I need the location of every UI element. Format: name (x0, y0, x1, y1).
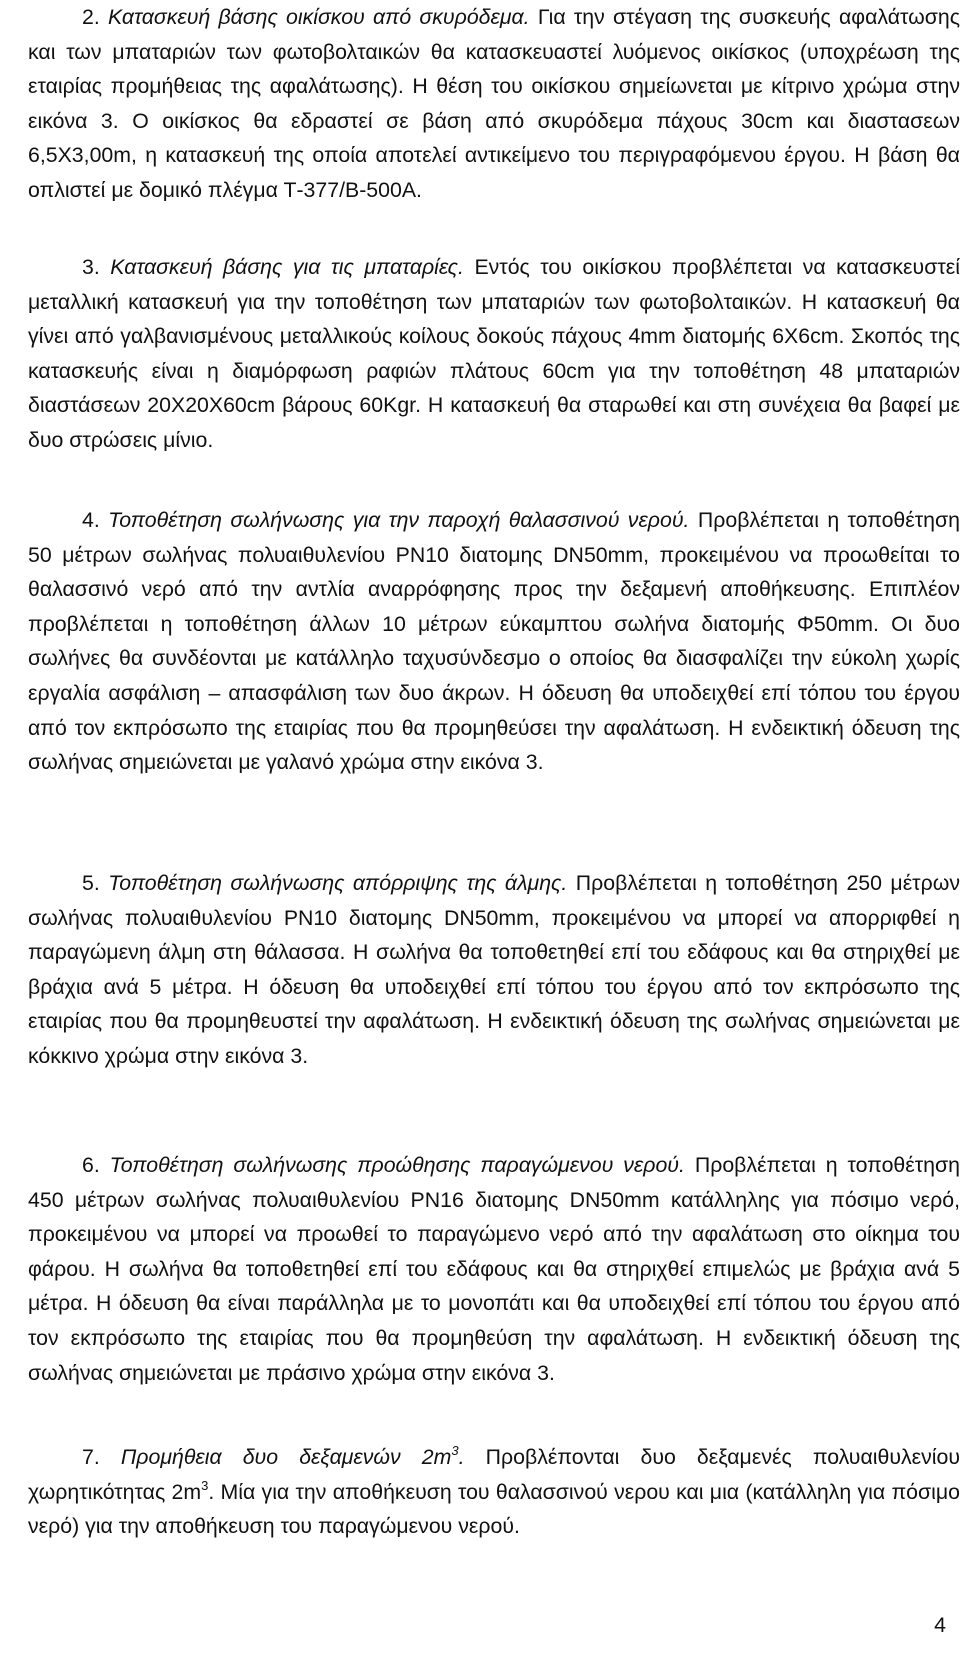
paragraph-5 (28, 866, 960, 1074)
paragraph-number: 7. (82, 1445, 100, 1469)
paragraph-body: Εντός του οικίσκου προβλέπεται να κατασκευστεί μεταλλική κατασκευή για την τοποθέτηση των μπαταριών των φωτοβολταικών. Η κατασκευή θα γίνει από γαλβανισμένους μεταλλικούς κοίλους δοκούς πάχους 4mm διατομής 6Χ6cm. Σκοπός της κατασκευής είναι η διαμόρφωση ραφιών πλάτους 60cm για την τοποθέτηση 48 μπαταριών διαστάσεων 20Χ20Χ60cm βάρους 60Kgr. Η κατασκευή θα σταρωθεί και στη συνέχεια θα βαφεί με δυο στρώσεις μίνιο. (28, 255, 960, 452)
title-text: Προμήθεια δυο δεξαμενών 2m (120, 1445, 452, 1469)
paragraph-body: Για την στέγαση της συσκευής αφαλάτωσης και των μπαταριών των φωτοβολταικών θα κατασκευαστεί λυόμενος οικίσκος (υποχρέωση της εταιρίας προμήθειας της αφαλάτωσης). Η θέση του οικίσκου σημείωνεται με κίτρινο χρώμα στην εικόνα 3. Ο οικίσκος θα εδραστεί σε βάση από σκυρόδεμα πάχους 30cm και διαστασεων 6,5Χ3,00m, η κατασκευή της οποία αποτελεί αντικείμενο του περιγραφόμενου έργου. Η βάση θα οπλιστεί με δομικό πλέγμα Τ-377/Β-500Α. (28, 5, 960, 202)
paragraph-title: Τοποθέτηση σωλήνωσης για την παροχή θαλασσινού νερού. (108, 508, 690, 532)
paragraph-number: 2. (82, 5, 100, 29)
paragraph-body: Προβλέπεται η τοποθέτηση 450 μέτρων σωλήνας πολυαιθυλενίου ΡΝ16 διατομης DN50mm κατάλληλης για πόσιμο νερό, προκειμένου να μπορεί να προωθεί το παραγώμενο νερό από την αφαλάτωση στο οίκημα του φάρου. Η σωλήνα θα τοποθετηθεί επί του εδάφους και θα στηριχθεί επιμελώς με βράχια ανά 5 μέτρα. Η όδευση θα είναι παράλληλα με το μονοπάτι και θα υποδειχθεί επί τόπου του έργου από τον εκπρόσωπο της εταιρίας που θα προμηθεύση την αφαλάτωση. Η ενδεικτική όδευση της σωλήνας σημειώνεται με πράσινο χρώμα στην εικόνα 3. (28, 1153, 960, 1385)
paragraph-title (121, 1445, 465, 1469)
page-number: 4 (934, 1613, 946, 1637)
paragraph-title: Κατασκευή βάσης οικίσκου από σκυρόδεμα. (107, 5, 530, 29)
paragraph-number: 5. (82, 871, 100, 895)
paragraph-title: Κατασκευή βάσης για τις μπαταρίες. (110, 255, 464, 279)
paragraph-6 (28, 1148, 960, 1390)
paragraph-3 (28, 250, 960, 458)
superscript: 3 (451, 1443, 459, 1458)
superscript: 3 (201, 1477, 209, 1493)
paragraph-body: Προβλέπεται η τοποθέτηση 250 μέτρων σωλήνας πολυαιθυλενίου ΡΝ10 διατομης DN50mm, προκειμένου να μπορεί να απορριφθεί η παραγώμενη άλμη στη θάλασσα. Η σωλήνα θα τοποθετηθεί επί του εδάφους και θα στηριχθεί με βράχια ανά 5 μέτρα. Η όδευση θα υποδειχθεί επί τόπου του έργου από τον εκπρόσωπο της εταιρίας που θα προμηθευστεί την αφαλάτωση. Η ενδεικτική όδευση της σωλήνας σημειώνεται με κόκκινο χρώμα στην εικόνα 3. (28, 871, 960, 1068)
paragraph-4 (28, 503, 960, 780)
paragraph-7 (28, 1440, 960, 1544)
paragraph-number: 3. (82, 255, 100, 279)
paragraph-number: 4. (82, 508, 100, 532)
paragraph-title: Τοποθέτηση σωλήνωσης προώθησης παραγώμενου νερού. (109, 1153, 685, 1177)
paragraph-title: Τοποθέτηση σωλήνωσης απόρριψης της άλμης. (108, 871, 568, 895)
paragraph-number: 6. (82, 1153, 100, 1177)
body-text: Προβλέπονται δυο δεξαμενές πολυαιθυλενίου χωρητικότητας 2m (28, 1445, 960, 1504)
body-end: . Μία για την αποθήκευση του θαλασσινού νερου και μια (κατάλληλη για πόσιμο νερό) για την αποθήκευση του παραγώμενου νερού. (28, 1479, 960, 1539)
paragraph-2 (28, 0, 960, 208)
paragraph-body: Προβλέπεται η τοποθέτηση 50 μέτρων σωλήνας πολυαιθυλενίου ΡΝ10 διατομης DN50mm, προκειμένου να προωθείται το θαλασσινό νερό από την αντλία αναρρόφησης προς την δεξαμενή αποθήκευσης. Επιπλέον προβλέπεται η τοποθέτηση άλλων 10 μέτρων εύκαμπτου σωλήνα διατομής Φ50mm. Οι δυο σωλήνες θα συνδέονται με κατάλληλο ταχυσύνδεσμο ο οποίος θα διασφαλίζει την εύκολη χωρίς εργαλία ασφάλιση – απασφάλιση των δυο άκρων. Η όδευση θα υποδειχθεί επί τόπου του έργου από τον εκπρόσωπο της εταιρίας που θα προμηθεύσει την αφαλάτωση. Η ενδεικτική όδευση της σωλήνας σημειώνεται με γαλανό χρώμα στην εικόνα 3. (28, 508, 960, 775)
title-end: . (458, 1445, 465, 1469)
